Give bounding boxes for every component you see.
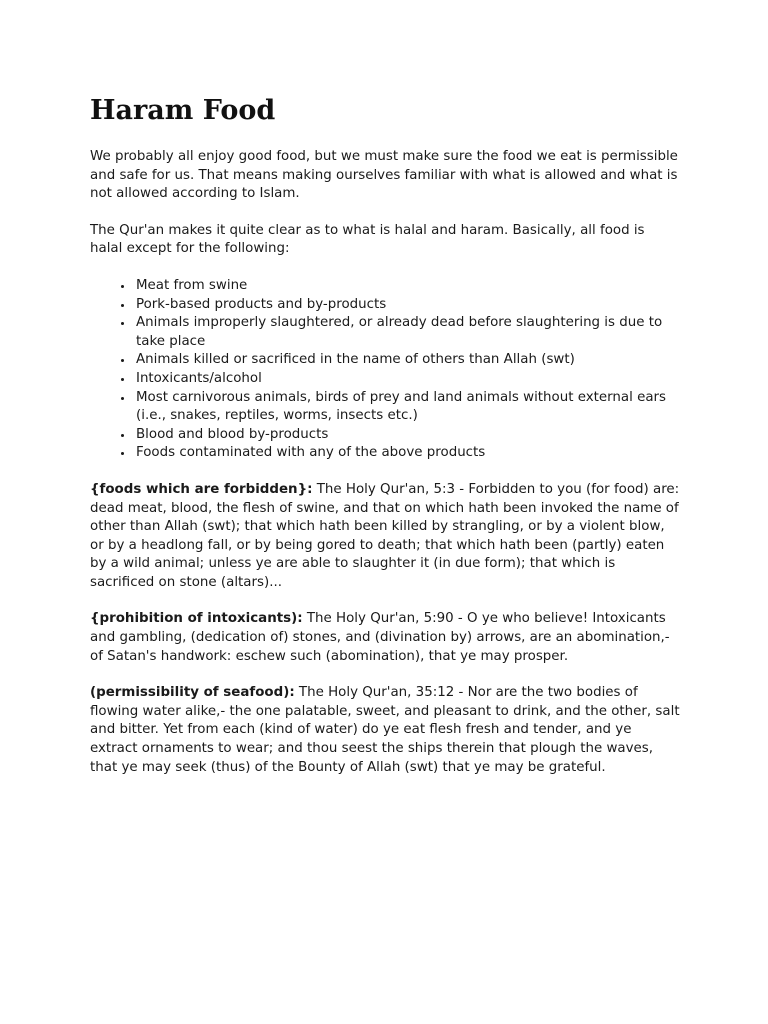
list-item: • Intoxicants/alcohol — [134, 370, 680, 389]
section-lead: {foods which are forbidden}: — [90, 481, 313, 497]
intro-paragraph: We probably all enjoy good food, but we must make sure the food we eat is permissible and safe for us. That means making ourselves familiar with what is allowed and what is not allowed according to Islam. — [90, 149, 678, 202]
intoxicants-paragraph — [90, 610, 680, 666]
list-item: • Pork-based products and by-products — [134, 296, 680, 315]
list-item: • Blood and blood by-products — [134, 426, 680, 445]
section-text: The Holy Qur'an, 5:3 - Forbidden to you (for food) are: dead meat, blood, the flesh of swine, and that on which hath been invoked the name of other than Allah (swt); that which hath been killed by strangling, or by a violent blow, or by a headlong fall, or by being gored to death; that which hath been (partly) eaten by a wild animal; unless ye are able to slaughter it (in due form); that which is sacrificed on stone (altars)... — [90, 481, 680, 590]
section-text: The Holy Qur'an, 35:12 - Nor are the two bodies of flowing water alike,- the one palatable, sweet, and pleasant to drink, and the other, salt and bitter. Yet from each (kind of water) do ye eat flesh fresh and tender, and ye extract ornaments to wear; and thou seest the ships therein that plough the waves, that ye may seek (thus) of the Bounty of Allah (swt) that ye may be grateful. — [90, 685, 680, 775]
list-item: • Animals improperly slaughtered, or already dead before slaughtering is due to take place — [134, 314, 680, 351]
list-item: • Foods contaminated with any of the above products — [134, 444, 680, 463]
haram-list — [90, 277, 680, 463]
forbidden-foods-paragraph — [90, 481, 680, 593]
halal-intro-paragraph: The Qur'an makes it quite clear as to what is halal and haram. Basically, all food is halal except for the following: — [90, 222, 645, 257]
section-lead: {prohibition of intoxicants): — [90, 611, 303, 627]
list-item: • Most carnivorous animals, birds of prey and land animals without external ears (i.e., snakes, reptiles, worms, insects etc.) — [134, 389, 680, 426]
document-content — [90, 94, 680, 795]
section-lead: (permissibility of seafood): — [90, 685, 295, 701]
list-item: • Animals killed or sacrificed in the name of others than Allah (swt) — [134, 351, 680, 370]
page-title: Haram Food — [90, 95, 276, 126]
list-item: • Meat from swine — [134, 277, 680, 296]
seafood-paragraph — [90, 684, 680, 777]
section-text: The Holy Qur'an, 5:90 - O ye who believe! Intoxicants and gambling, (dedication of) stones, and (divination by) arrows, are an abomination,- of Satan's handwork: eschew such (abomination), that ye may prosper. — [90, 611, 670, 664]
